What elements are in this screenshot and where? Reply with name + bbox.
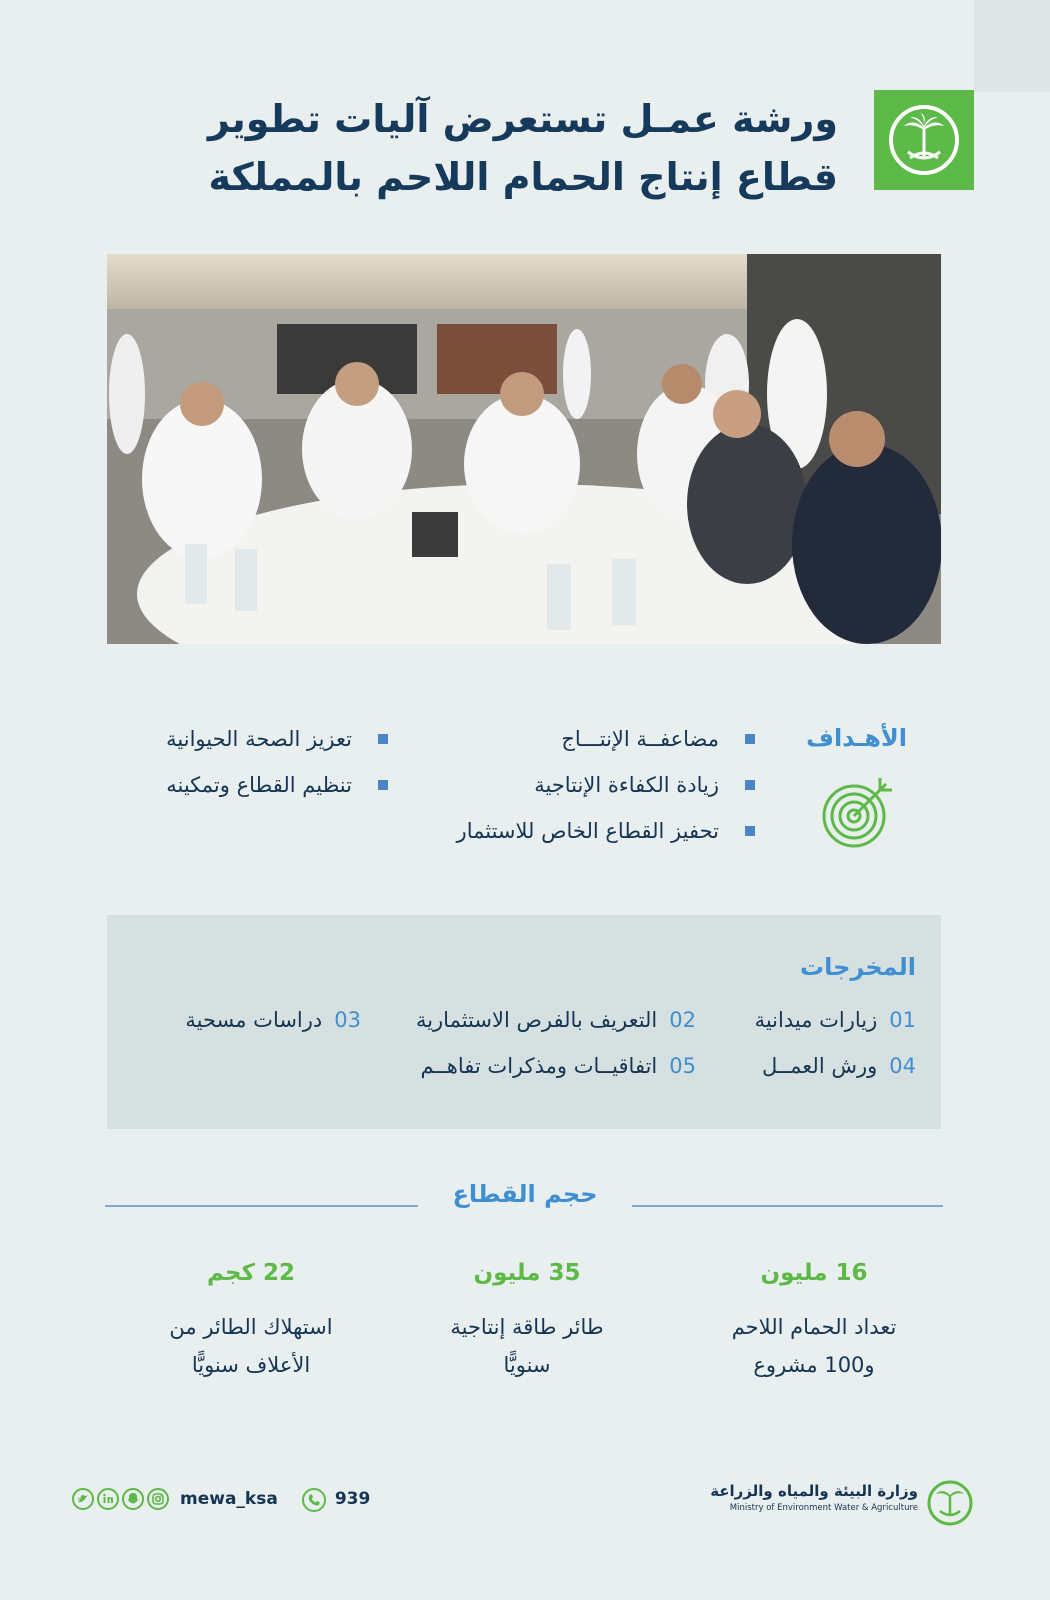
output-item-3 <box>185 1008 361 1032</box>
stat-value: 22 كجم <box>206 1260 295 1286</box>
bullet-square-icon <box>745 826 755 836</box>
goal-text: تعزيز الصحة الحيوانية <box>166 727 352 751</box>
goal-item-3 <box>457 819 755 843</box>
goal-text: زيادة الكفاءة الإنتاجية <box>534 773 719 797</box>
palm-swords-icon <box>886 102 962 178</box>
ministry-name <box>710 1482 918 1513</box>
ministry-logo <box>874 90 974 190</box>
output-number: 05 <box>669 1054 696 1078</box>
stat-card-3 <box>111 1260 391 1384</box>
outputs-heading: المخرجات <box>800 953 916 981</box>
goals-heading: الأهـداف <box>806 724 907 752</box>
goal-text: مضاعفــة الإنتـــاج <box>561 727 719 751</box>
stat-desc-line-2: سنويًّا <box>503 1353 551 1377</box>
page-title <box>178 90 838 206</box>
output-label: التعريف بالفرص الاستثمارية <box>415 1008 658 1032</box>
goal-item-2 <box>534 773 755 797</box>
output-number: 03 <box>334 1008 361 1032</box>
output-item-5 <box>421 1054 696 1078</box>
stat-card-2 <box>387 1260 667 1384</box>
stat-desc-line-1: استهلاك الطائر من <box>169 1315 333 1339</box>
phone-icon <box>302 1488 324 1510</box>
sector-size-heading: حجم القطاع <box>452 1180 598 1208</box>
output-item-1 <box>755 1008 916 1032</box>
output-item-2 <box>416 1008 696 1032</box>
snapchat-icon[interactable] <box>122 1488 144 1510</box>
twitter-icon[interactable] <box>72 1488 94 1510</box>
bullet-square-icon <box>378 734 388 744</box>
output-number: 04 <box>889 1054 916 1078</box>
output-label: دراسات مسحية <box>185 1008 323 1032</box>
stat-desc-line-2: الأعلاف سنويًّا <box>191 1353 311 1377</box>
linkedin-icon[interactable] <box>97 1488 119 1510</box>
stat-desc-line-1: طائر طاقة إنتاجية <box>450 1315 604 1339</box>
ministry-name-ar: وزارة البيئة والمياه والزراعة <box>710 1482 918 1500</box>
output-label: زيارات ميدانية <box>754 1008 878 1032</box>
outputs-panel <box>107 915 941 1129</box>
goal-item-4 <box>166 727 388 751</box>
bullet-square-icon <box>745 734 755 744</box>
goal-text: تنظيم القطاع وتمكينه <box>166 773 352 797</box>
corner-decoration <box>974 0 1050 92</box>
output-label: ورش العمــل <box>761 1054 878 1078</box>
output-number: 01 <box>889 1008 916 1032</box>
divider-line-right <box>632 1205 943 1207</box>
bullet-square-icon <box>378 780 388 790</box>
stat-desc-line-2: و100 مشروع <box>753 1353 875 1377</box>
workshop-photo-icon <box>107 254 941 644</box>
goal-item-5 <box>166 773 388 797</box>
phone-number[interactable]: 939 <box>334 1489 371 1509</box>
title-line-2: قطاع إنتاج الحمام اللاحم بالمملكة <box>208 155 838 199</box>
ministry-name-en: Ministry of Environment Water & Agriculture <box>729 1503 918 1513</box>
ministry-seal-icon <box>926 1479 974 1531</box>
stat-desc-line-1: تعداد الحمام اللاحم <box>731 1315 897 1339</box>
output-item-4 <box>762 1054 916 1078</box>
goal-item-1 <box>561 727 755 751</box>
divider-line-left <box>105 1205 418 1207</box>
social-links <box>72 1488 370 1510</box>
stat-card-1 <box>674 1260 954 1384</box>
workshop-photo <box>107 254 941 644</box>
output-number: 02 <box>669 1008 696 1032</box>
target-icon <box>820 774 898 854</box>
stat-value: 35 مليون <box>473 1260 581 1286</box>
social-handle[interactable]: mewa_ksa <box>180 1489 278 1509</box>
title-line-1: ورشة عمـل تستعرض آليات تطوير <box>207 97 838 141</box>
stat-value: 16 مليون <box>760 1260 868 1286</box>
goal-text: تحفيز القطاع الخاص للاستثمار <box>456 819 719 843</box>
bullet-square-icon <box>745 780 755 790</box>
output-label: اتفاقيــات ومذكرات تفاهــم <box>420 1054 658 1078</box>
instagram-icon[interactable] <box>147 1488 169 1510</box>
